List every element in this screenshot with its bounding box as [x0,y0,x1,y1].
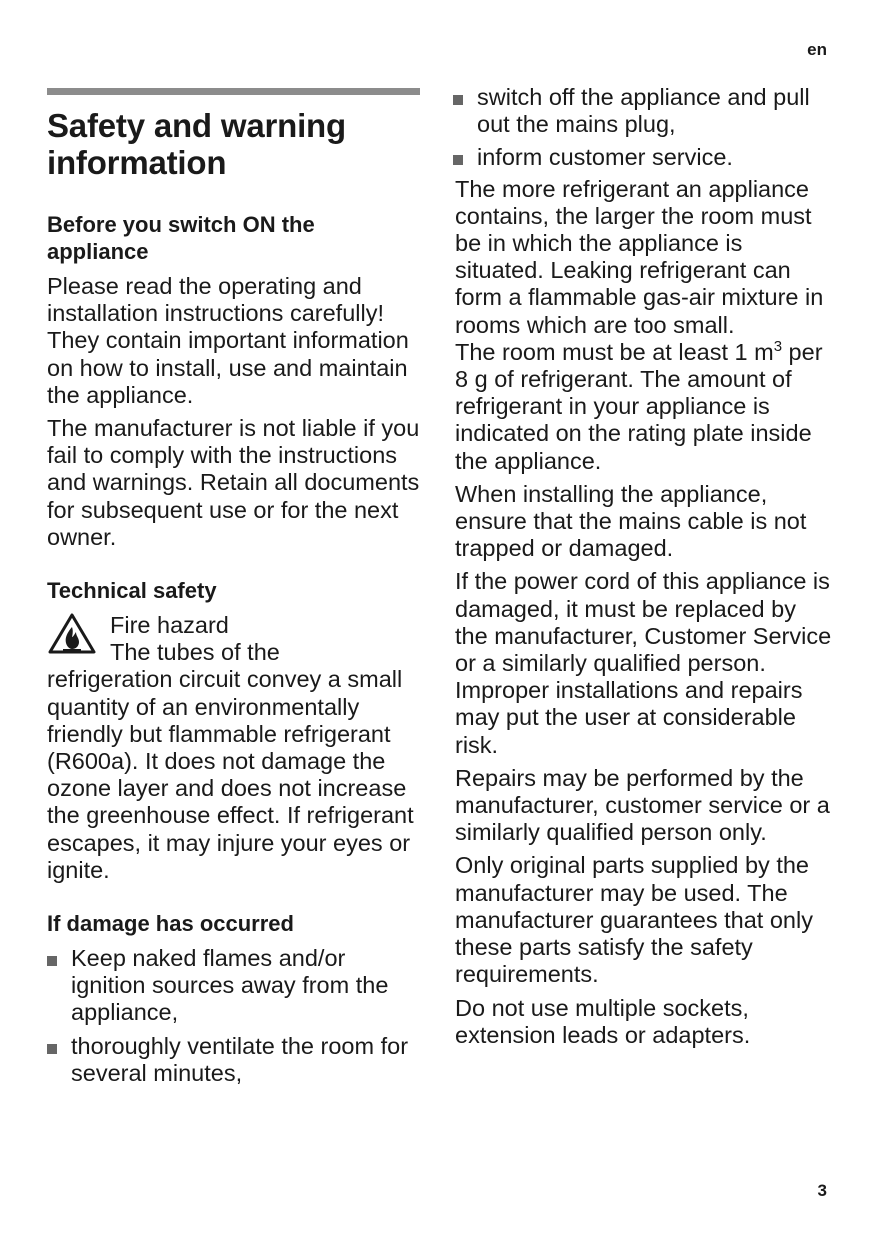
paragraph-power-cord: If the power cord of this appliance is damaged, it must be replaced by the manufacturer, Customer Service or a similarly qualified person. Improper installations and repairs may put the user at considerable risk. [455,568,832,758]
warning-text: refrigeration circuit convey a small quantity of an environmentally friendly but flammable refrigerant (R600a). It does not damage the ozone layer and does not increase the greenhouse effect. If refrigerant escapes, it may injure your eyes or ignite. [47,666,414,883]
page-number: 3 [817,1181,827,1200]
heading-before-switch-on: Before you switch ON the appliance [47,212,315,264]
paragraph-original-parts: Only original parts supplied by the manufacturer may be used. The manufacturer guarantees that only these parts satisfy the safety requirements. [455,852,813,988]
left-column [47,88,420,1087]
list-item: inform customer service. [453,144,835,171]
section-rule [47,88,420,95]
bullet-square-icon [47,1044,57,1054]
damage-bullet-list [47,945,420,1087]
language-code: en [807,40,827,59]
bullet-square-icon [47,956,57,966]
fire-hazard-warning [47,612,420,884]
warning-title: Fire hazard [110,612,229,639]
heading-technical-safety: Technical safety [47,578,217,604]
paragraph-read-instructions: Please read the operating and installation instructions carefully! They contain important information on how to install, use and maintain the appliance. [47,273,409,408]
warning-first-line: The tubes of the [110,639,280,666]
list-item: thoroughly ventilate the room for several minutes, [47,1033,420,1087]
list-item: Keep naked flames and/or ignition sources away from the appliance, [47,945,420,1027]
paragraph-refrigerant-room: The more refrigerant an appliance contains, the larger the room must be in which the appliance is situated. Leaking refrigerant can form a flammable gas-air mixture in rooms which are too small. [455,175,824,338]
bullet-square-icon [453,155,463,165]
paragraph-room-size: The room must be at least 1 $m^3$ per 8 g of refrigerant. The amount of refrigerant in your appliance is indicated on the rating plate inside the appliance. [455,338,823,474]
paragraph-repairs: Repairs may be performed by the manufacturer, customer service or a similarly qualified person only. [455,764,830,846]
paragraph-multiple-sockets: Do not use multiple sockets, extension leads or adapters. [455,994,751,1048]
fire-hazard-warning-icon [47,612,97,656]
damage-bullet-list-continued [453,84,835,172]
heading-damage-occurred: If damage has occurred [47,911,294,937]
list-item: switch off the appliance and pull out the mains plug, [453,84,835,138]
page-title: Safety and warning information [47,107,346,181]
paragraph-mains-cable: When installing the appliance, ensure that the mains cable is not trapped or damaged. [455,480,807,562]
right-column [455,84,835,1049]
paragraph-manufacturer-liability: The manufacturer is not liable if you fail to comply with the instructions and warnings. Retain all documents for subsequent use or for the next owner. [47,415,420,550]
bullet-square-icon [453,95,463,105]
